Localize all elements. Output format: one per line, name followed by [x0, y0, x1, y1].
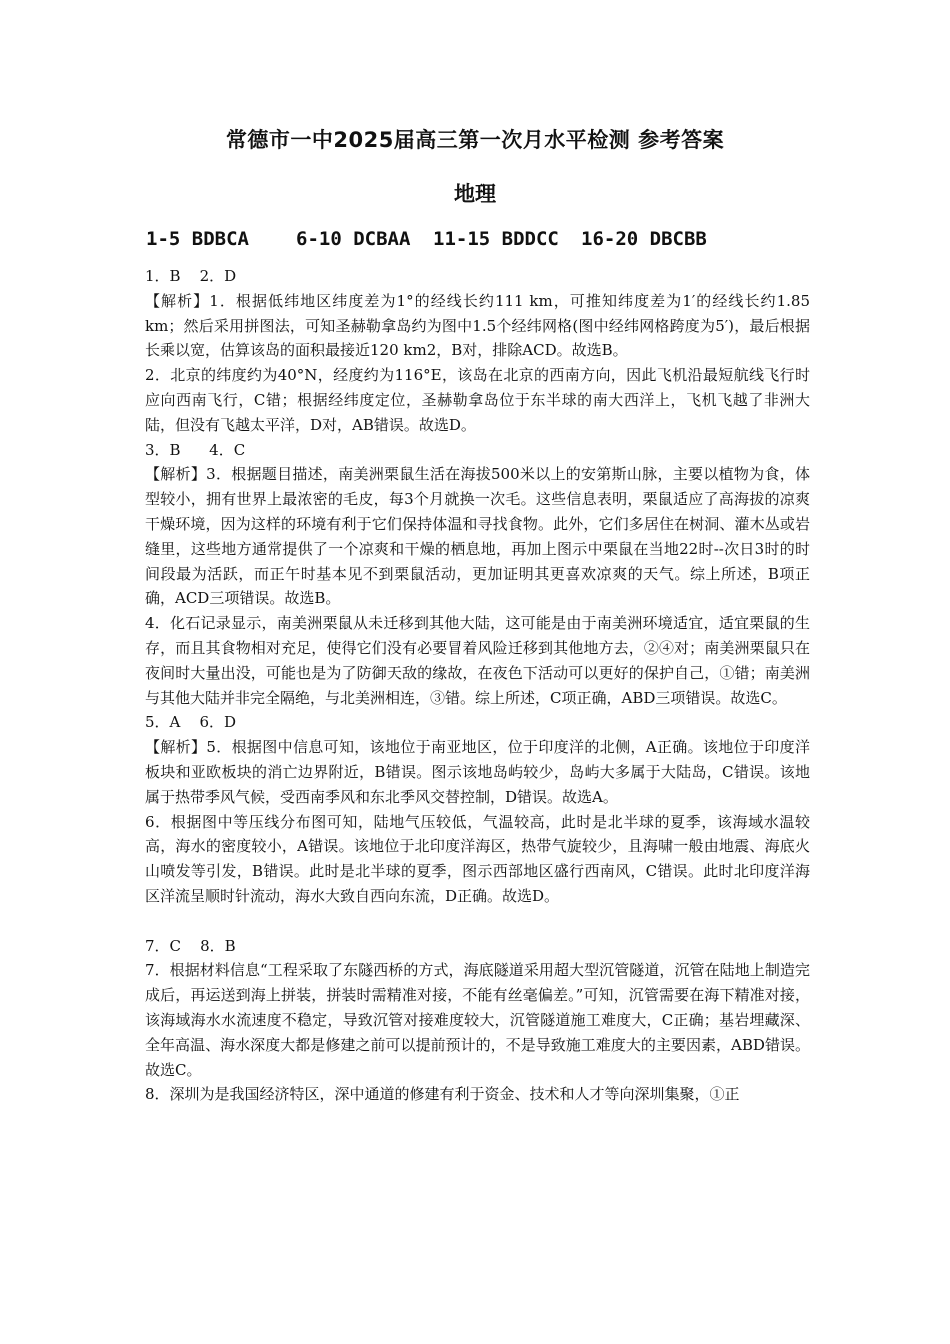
- answer-line: 3．B 4．C: [145, 440, 246, 459]
- blank-line: [145, 909, 810, 934]
- answer-explanations: [145, 264, 810, 1107]
- document-title: 常德市一中2025届高三第一次月水平检测 参考答案: [225, 128, 725, 152]
- explanation-paragraph: 4．化石记录显示，南美洲栗鼠从未迁移到其他大陆，这可能是由于南美洲环境适宜，适宜栗鼠的生存，而且其食物相对充足，使得它们没有必要冒着风险迁移到其他地方去，②④对；南美洲栗鼠只在夜间时大量出没，可能也是为了防御天敌的缘故，在夜色下活动可以更好的保护自己，①错；南美洲与其他大陆并非完全隔绝，与北美洲相连，③错。综上所述，C项正确，ABD三项错误。故选C。: [145, 614, 810, 707]
- answer-line: 7．C 8．B: [145, 936, 236, 955]
- answer-key-group: 11-15 BDDCC: [433, 228, 559, 250]
- answer-key-group: 1-5 BDBCA: [146, 228, 249, 250]
- explanation-paragraph: 2．北京的纬度约为40°N，经度约为116°E，该岛在北京的西南方向，因此飞机沿最短航线飞行时应向西南飞行，C错；根据经纬度定位，圣赫勒拿岛位于东半球的南大西洋上，飞机飞越了非洲大陆，但没有飞越太平洋，D对，AB错误。故选D。: [145, 366, 810, 434]
- explanation-paragraph: 【解析】1．根据低纬地区纬度差为1°的经线长约111 km，可推知纬度差为1′的经线长约1.85 km；然后采用拼图法，可知圣赫勒拿岛约为图中1.5个经纬网格(图中经纬网格跨度为5′)，最后根据长乘以宽，估算该岛的面积最接近120 km2，B对，排除ACD。故选B。: [145, 291, 810, 360]
- answer-line: 1．B 2．D: [145, 267, 237, 285]
- explanation-paragraph: 7．根据材料信息“工程采取了东隧西桥的方式，海底隧道采用超大型沉管隧道，沉管在陆地上制造完成后，再运送到海上拼装，拼装时需精准对接，不能有丝毫偏差。”可知，沉管需要在海下精准对接，该海域海水水流速度不稳定，导致沉管对接难度较大，沉管隧道施工难度大，C正确；基岩埋藏深、全年高温、海水深度大都是修建之前可以提前预计的，不是导致施工难度大的主要因素，ABD错误。故选C。: [145, 961, 810, 1079]
- subject-heading: 地理: [454, 182, 496, 206]
- explanation-paragraph: 【解析】3．根据题目描述，南美洲栗鼠生活在海拔500米以上的安第斯山脉，主要以植物为食，体型较小，拥有世界上最浓密的毛皮，每3个月就换一次毛。这些信息表明，栗鼠适应了高海拔的凉爽干燥环境，因为这样的环境有利于它们保持体温和寻找食物。此外，它们多居住在树洞、灌木丛或岩缝里，这些地方通常提供了一个凉爽和干燥的栖息地，再加上图示中栗鼠在当地22时--次日3时的时间段最为活跃，而正午时基本见不到栗鼠活动，更加证明其更喜欢凉爽的天气。综上所述，B项正确，ACD三项错误。故选B。: [145, 465, 810, 608]
- explanation-paragraph: 8．深圳为是我国经济特区，深中通道的修建有利于资金、技术和人才等向深圳集聚，①正: [145, 1085, 740, 1104]
- answer-key-group: 6-10 DCBAA: [296, 228, 411, 250]
- explanation-paragraph: 6．根据图中等压线分布图可知，陆地气压较低，气温较高，此时是北半球的夏季，该海域水温较高，海水的密度较小，A错误。该地位于北印度洋海区，热带气旋较少，且海啸一般由地震、海底火山喷发等引发，B错误。此时是北半球的夏季，图示西部地区盛行西南风，C错误。此时北印度洋海区洋流呈顺时针流动，海水大致自西向东流，D正确。故选D。: [145, 812, 810, 905]
- explanation-paragraph: 【解析】5．根据图中信息可知，该地位于南亚地区，位于印度洋的北侧，A正确。该地位于印度洋板块和亚欧板块的消亡边界附近，B错误。图示该地岛屿较少，岛屿大多属于大陆岛，C错误。该地属于热带季风气候，受西南季风和东北季风交替控制，D错误。故选A。: [145, 738, 810, 806]
- answer-key-row: [146, 228, 707, 250]
- answer-line: 5．A 6．D: [145, 713, 237, 732]
- answer-key-group: 16-20 DBCBB: [581, 228, 707, 250]
